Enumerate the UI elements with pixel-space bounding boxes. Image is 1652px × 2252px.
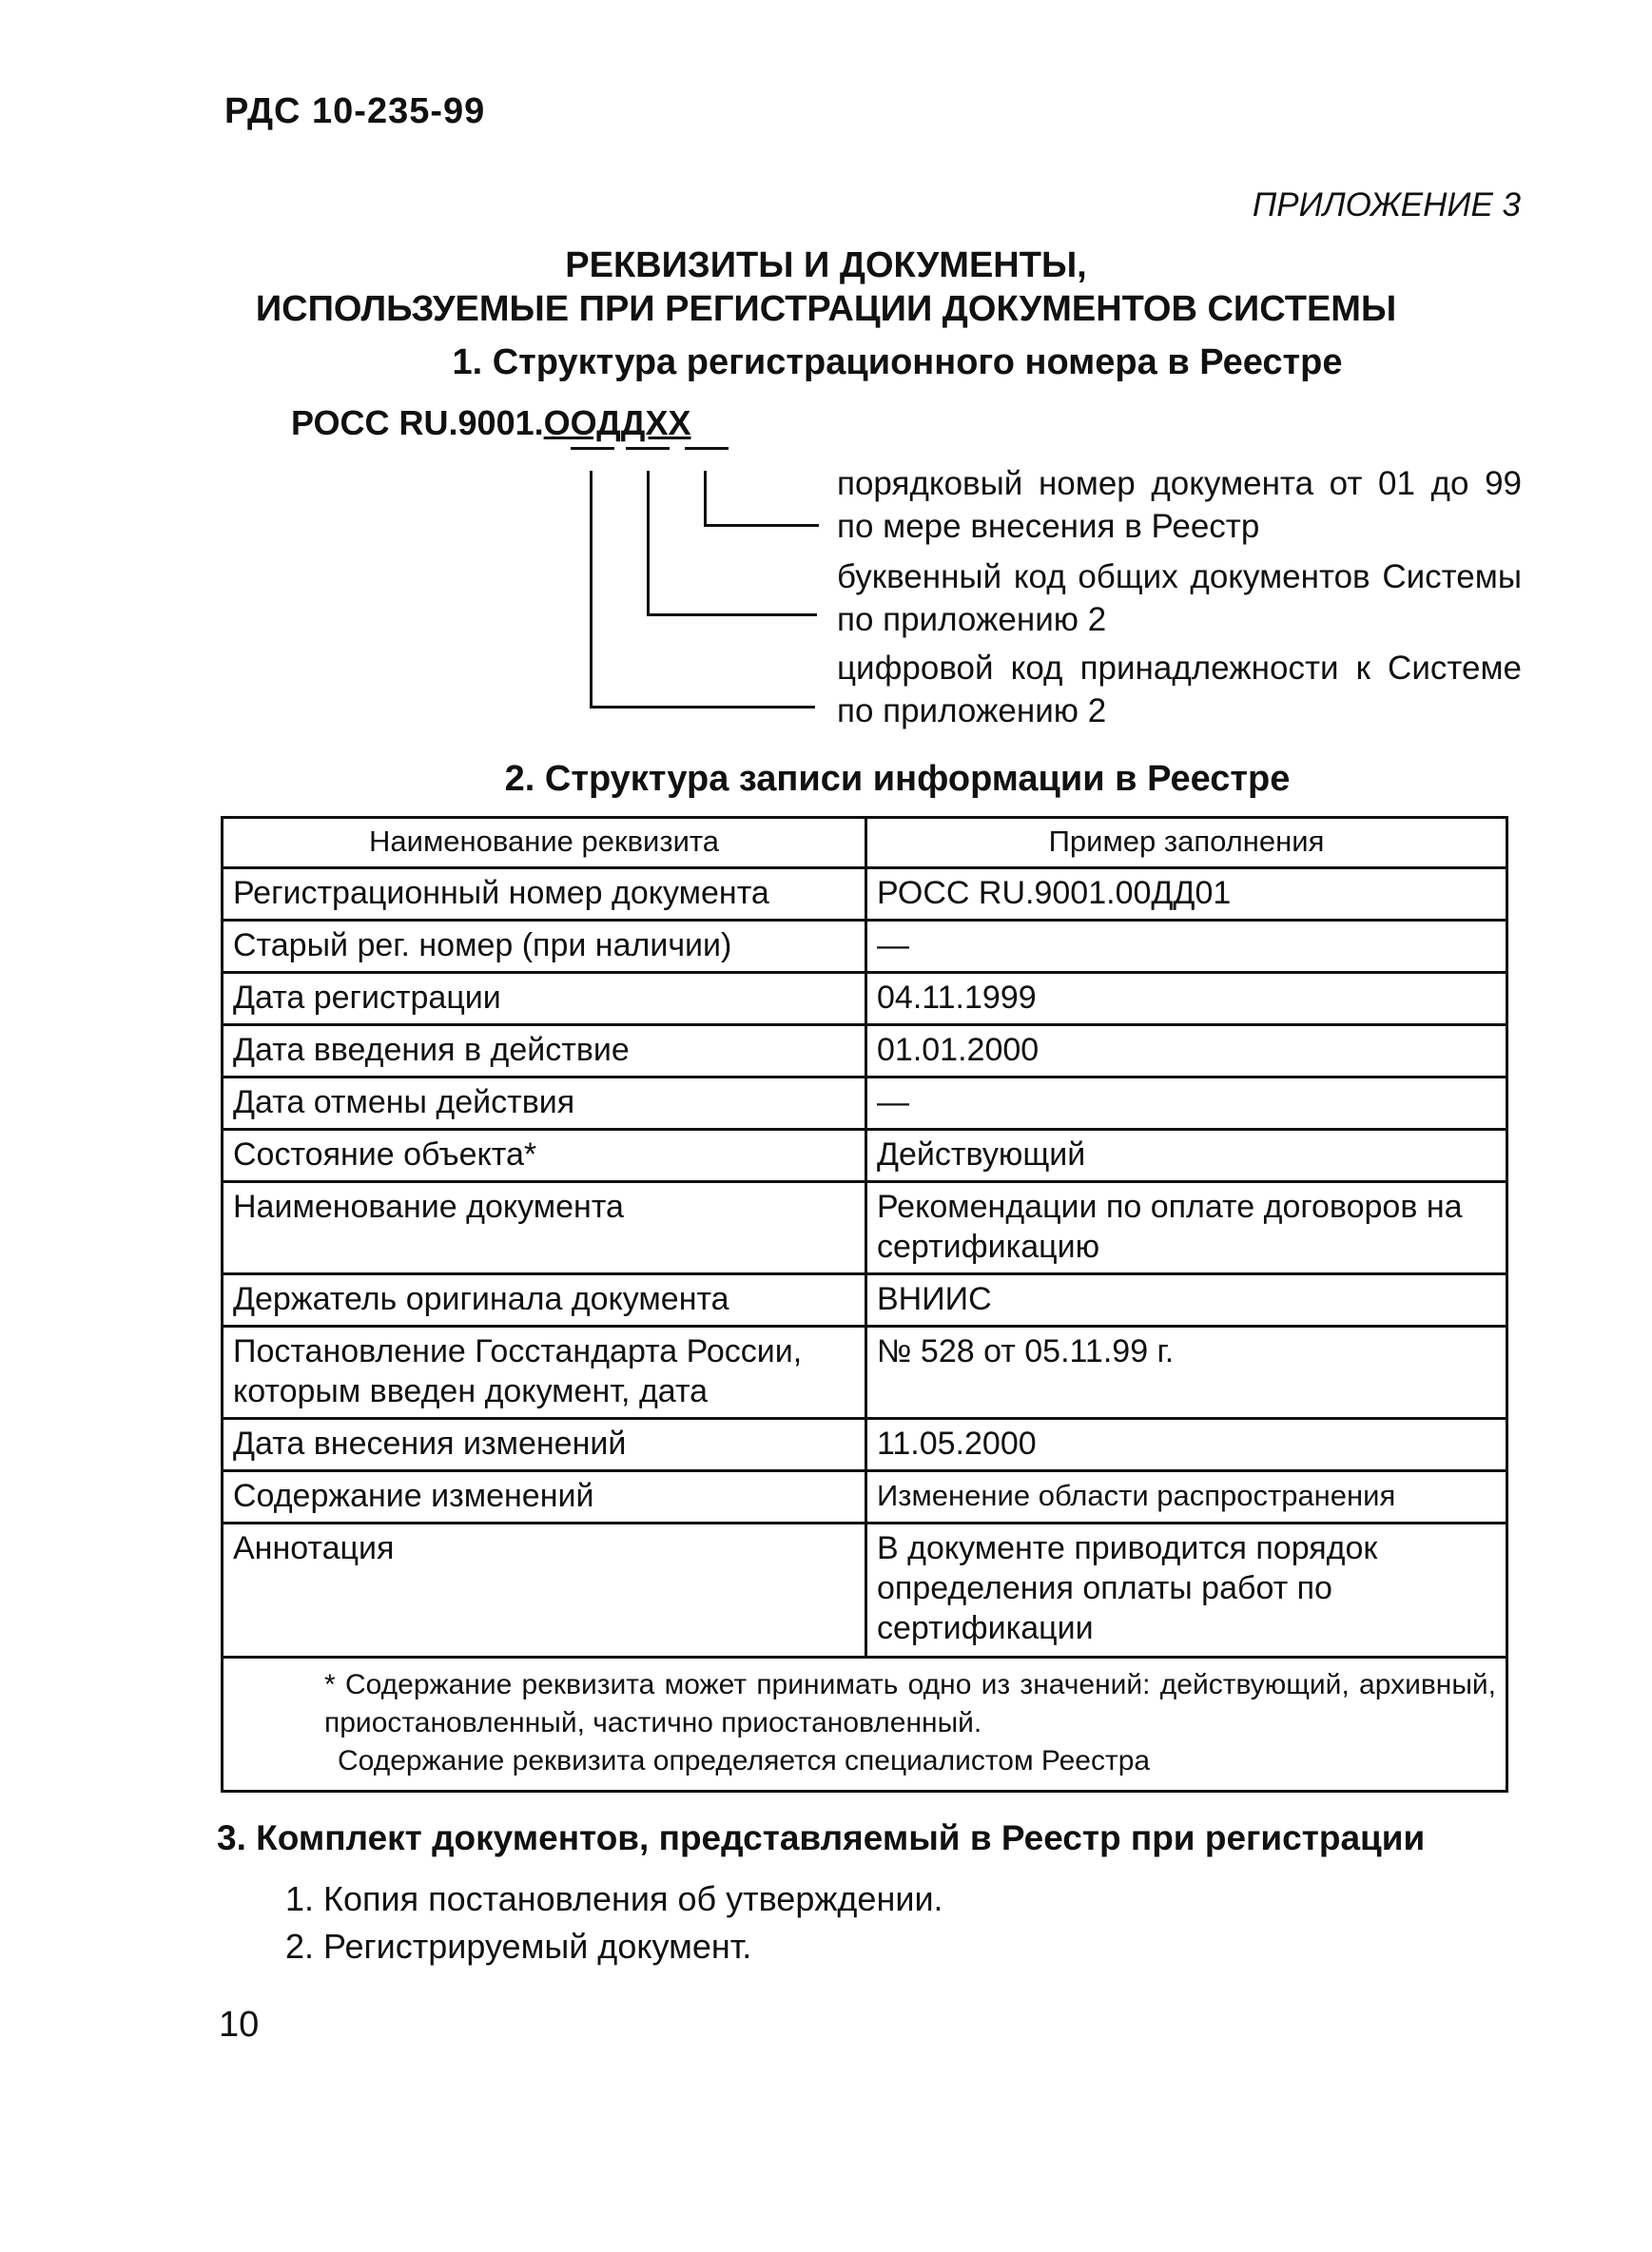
table-row	[223, 1025, 1507, 1077]
field-name: Держатель оригинала документа	[223, 1274, 866, 1327]
code-segment-marker-3	[685, 447, 729, 450]
code-segment-marker-2	[626, 447, 670, 450]
footnote-responsibility: Содержание реквизита определяется специалистом Реестра	[338, 1745, 1151, 1776]
table-row	[223, 1182, 1507, 1274]
field-value: № 528 от 05.11.99 г.	[866, 1327, 1507, 1419]
desc-digit-code: цифровой код принадлежности к Системе по приложению 2	[837, 650, 1522, 729]
field-value: Рекомендации по оплате договоров на сертификацию	[866, 1182, 1507, 1274]
registry-record-table	[221, 816, 1508, 1793]
field-name: Наименование документа	[223, 1182, 866, 1274]
field-name: Постановление Госстандарта России, которым введен документ, дата	[223, 1327, 866, 1419]
field-value: —	[866, 1077, 1507, 1130]
field-name: Дата введения в действие	[223, 1025, 866, 1077]
document-code: РДС 10-235-99	[224, 91, 486, 131]
table-row	[223, 1327, 1507, 1419]
bracket-order-number	[704, 471, 819, 527]
desc-order-number: порядковый номер документа от 01 до 99 по мере внесения в Реестр	[837, 465, 1522, 545]
table-header-row	[223, 818, 1507, 868]
table-footnote	[223, 1658, 1507, 1792]
title-line-1: РЕКВИЗИТЫ И ДОКУМЕНТЫ,	[565, 245, 1087, 285]
field-value: 04.11.1999	[866, 973, 1507, 1025]
desc-letter-code: буквенный код общих документов Системы по приложению 2	[837, 558, 1522, 638]
list-item: 2. Регистрируемый документ.	[285, 1927, 752, 1966]
table-row	[223, 1130, 1507, 1182]
section-2-heading: 2. Структура записи информации в Реестре	[504, 759, 1291, 799]
field-name: Дата внесения изменений	[223, 1419, 866, 1471]
table-row	[223, 868, 1507, 921]
list-item: 1. Копия постановления об утверждении.	[285, 1879, 943, 1918]
field-name: Дата регистрации	[223, 973, 866, 1025]
table-row	[223, 973, 1507, 1025]
field-name: Старый рег. номер (при наличии)	[223, 921, 866, 973]
title-line-2: ИСПОЛЬЗУЕМЫЕ ПРИ РЕГИСТРАЦИИ ДОКУМЕНТОВ СИСТЕМЫ	[255, 289, 1397, 329]
field-value: 01.01.2000	[866, 1025, 1507, 1077]
column-header-example: Пример заполнения	[866, 818, 1507, 868]
page-number: 10	[219, 2005, 260, 2045]
field-name: Аннотация	[223, 1524, 866, 1658]
field-value: Изменение области распространения	[866, 1471, 1507, 1524]
field-value: ВНИИС	[866, 1274, 1507, 1327]
section-1-heading: 1. Структура регистрационного номера в Реестре	[452, 342, 1343, 382]
field-name: Содержание изменений	[223, 1471, 866, 1524]
table-row	[223, 1419, 1507, 1471]
field-value: Действующий	[866, 1130, 1507, 1182]
registration-number-example	[291, 403, 690, 443]
field-name: Состояние объекта*	[223, 1130, 866, 1182]
regnum-prefix: РОСС RU.9001.	[291, 403, 544, 442]
table-row	[223, 921, 1507, 973]
table-row	[223, 1471, 1507, 1524]
column-header-name: Наименование реквизита	[223, 818, 866, 868]
table-row	[223, 1077, 1507, 1130]
table-row	[223, 1274, 1507, 1327]
field-value: В документе приводится порядок определения оплаты работ по сертификации	[866, 1524, 1507, 1658]
appendix-label: ПРИЛОЖЕНИЕ 3	[1252, 186, 1521, 223]
regnum-code: ООДДХХ	[543, 403, 691, 442]
field-name: Дата отмены действия	[223, 1077, 866, 1130]
table-row	[223, 1524, 1507, 1658]
section-3-heading: 3. Комплект документов, представляемый в Реестр при регистрации	[217, 1818, 1426, 1857]
code-segment-marker-1	[571, 447, 614, 450]
field-value: 11.05.2000	[866, 1419, 1507, 1471]
field-name: Регистрационный номер документа	[223, 868, 866, 921]
field-value: —	[866, 921, 1507, 973]
table-footnote-row	[223, 1658, 1507, 1792]
field-value: РОСС RU.9001.00ДД01	[866, 868, 1507, 921]
footnote-status-values: * Содержание реквизита может принимать одно из значений: действующий, архивный, приостановленный, частично приостановленный.	[324, 1669, 1496, 1738]
